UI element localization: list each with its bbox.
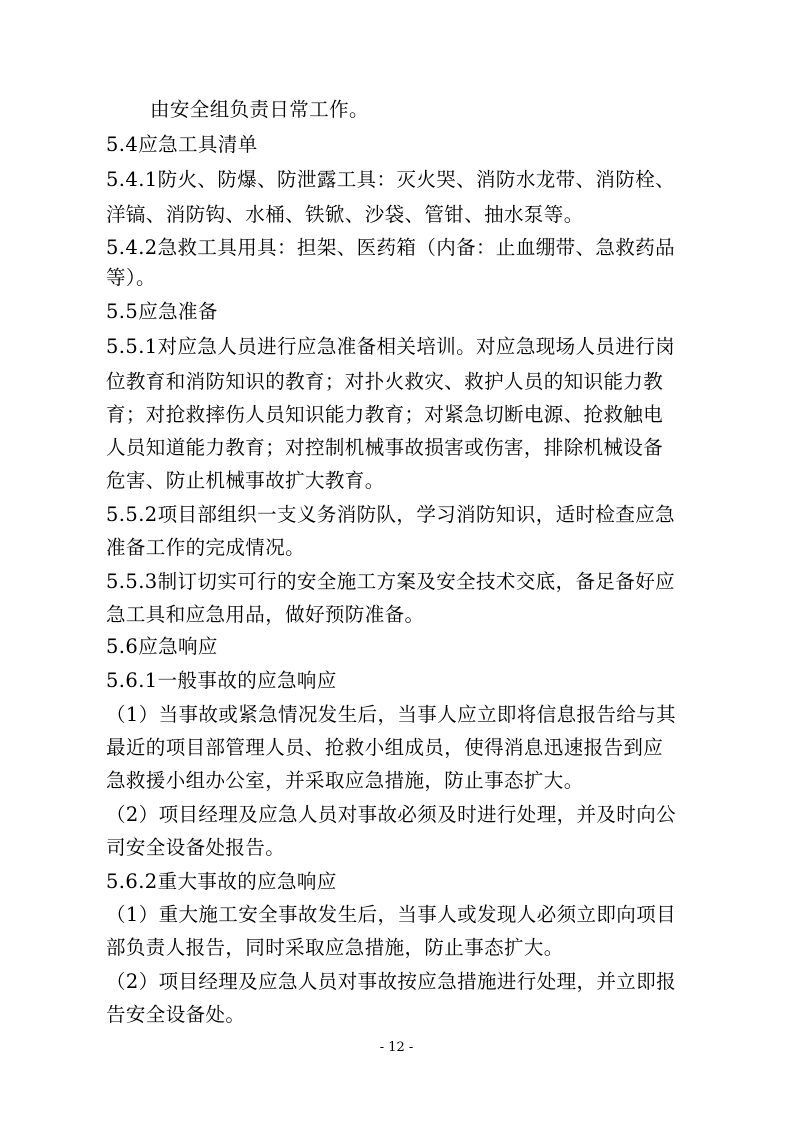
paragraph-line: （2）项目经理及应急人员对事故按应急措施进行处理，并立即报 [106,970,677,993]
paragraph-line: 急工具和应急用品，做好预防准备。 [106,603,425,626]
paragraph-line: 等）。 [106,266,156,289]
paragraph-line: 告安全设备处。 [106,1003,246,1026]
paragraph-line: 位教育和消防知识的教育；对扑火救灾、救护人员的知识能力教 [106,370,664,393]
paragraph-line: 5.5.2项目部组织一支义务消防队，学习消防知识，适时检查应急 [106,503,676,526]
paragraph-line: 准备工作的完成情况。 [106,536,306,559]
paragraph-line: 最近的项目部管理人员、抢救小组成员，使得消息迅速报告到应 [106,736,664,759]
paragraph-line: （1）重大施工安全事故发生后，当事人或发现人必须立即向项目 [106,903,677,926]
section-heading: 5.4应急工具清单 [106,133,258,156]
paragraph-line: 5.4.1防火、防爆、防泄露工具：灭火哭、消防水龙带、消防栓、 [106,168,676,191]
paragraph-line: 5.4.2急救工具用具：担架、医药箱（内备：止血绷带、急救药品 [106,236,676,259]
subsection-heading: 5.6.2重大事故的应急响应 [106,870,337,893]
paragraph-line: 5.5.1对应急人员进行应急准备相关培训。对应急现场人员进行岗 [106,335,676,358]
paragraph-line: （2）项目经理及应急人员对事故必须及时进行处理，并及时向公 [106,803,677,826]
paragraph-line: 急救援小组办公室，并采取应急措施，防止事态扩大。 [106,769,584,792]
paragraph-line: 由安全组负责日常工作。 [150,98,369,121]
page-number: - 12 - [379,1040,414,1055]
section-heading: 5.5应急准备 [106,300,218,323]
paragraph-line: （1）当事故或紧急情况发生后，当事人应立即将信息报告给与其 [106,703,677,726]
paragraph-line: 部负责人报告，同时采取应急措施，防止事态扩大。 [106,936,564,959]
paragraph-line: 5.5.3制订切实可行的安全施工方案及安全技术交底，备足备好应 [106,570,676,593]
paragraph-line: 人员知道能力教育；对控制机械事故损害或伤害，排除机械设备 [106,436,664,459]
section-heading: 5.6应急响应 [106,635,218,658]
subsection-heading: 5.6.1一般事故的应急响应 [106,669,337,692]
paragraph-line: 育；对抢救摔伤人员知识能力教育；对紧急切断电源、抢救触电 [106,403,664,426]
paragraph-line: 危害、防止机械事故扩大教育。 [106,469,385,492]
paragraph-line: 洋镐、消防钩、水桶、铁锨、沙袋、管钳、抽水泵等。 [106,203,584,226]
paragraph-line: 司安全设备处报告。 [106,836,286,859]
